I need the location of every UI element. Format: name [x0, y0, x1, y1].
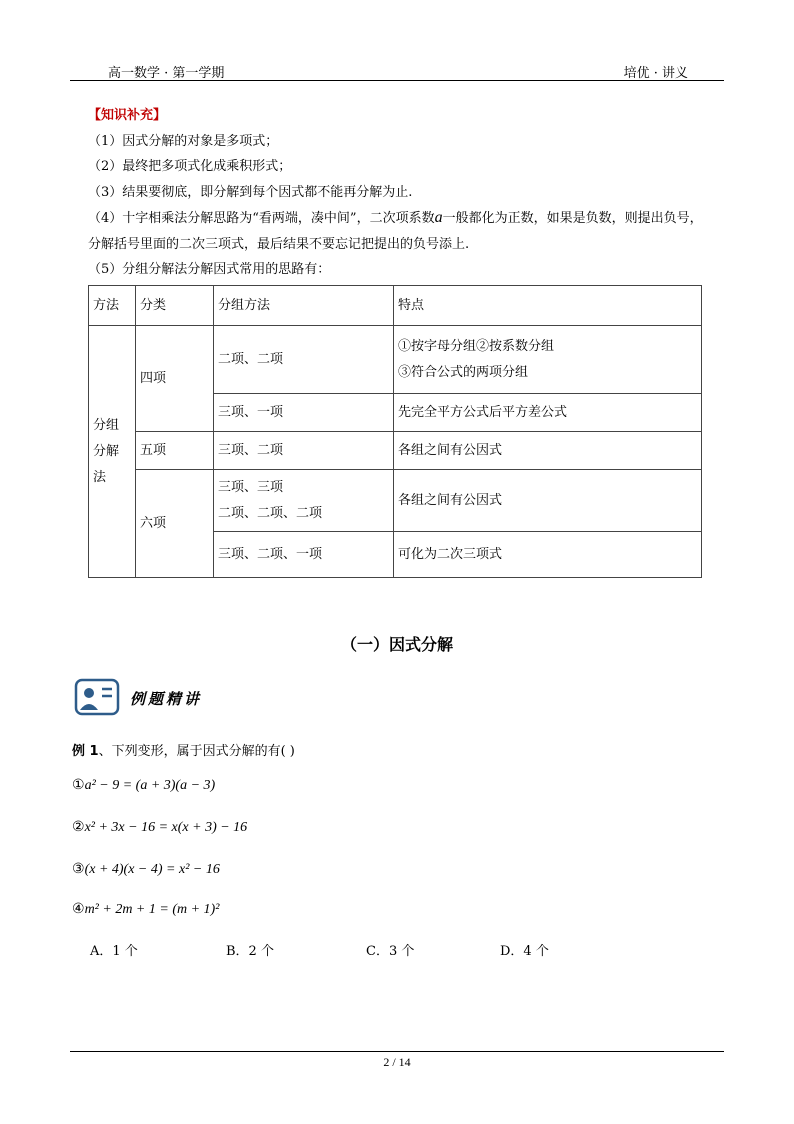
option-d[interactable]: D．4 个 [500, 944, 549, 959]
notes-tag: 【知识补充】 [88, 108, 167, 123]
option-c[interactable]: C．3 个 [366, 944, 415, 959]
banner-title: 例题精讲 [130, 690, 203, 708]
header-divider [70, 80, 724, 81]
grouping-r4 [214, 470, 394, 532]
header-method: 方法 [89, 286, 136, 326]
grouping-methods-table [88, 285, 702, 578]
item-1-expr: a² − 9 = (a + 3)(a − 3) [84, 778, 216, 793]
page-number: 2 / 14 [383, 1055, 411, 1069]
option-b[interactable]: B．2 个 [226, 944, 274, 959]
grouping-r2: 三项、一项 [214, 394, 394, 432]
grouping-r5: 三项、二项、一项 [214, 532, 394, 578]
item-2 [72, 819, 247, 836]
item-2-num: ② [72, 820, 85, 835]
example-question-text: 、下列变形，属于因式分解的有( ) [98, 744, 295, 759]
item-3 [72, 861, 220, 878]
header-grouping: 分组方法 [214, 286, 394, 326]
footer-divider [70, 1051, 724, 1052]
category-four: 四项 [136, 326, 214, 432]
item-4-expr: m² + 2m + 1 = (m + 1)² [84, 902, 220, 917]
category-five: 五项 [136, 432, 214, 470]
note-2: （2）最终把多项式化成乘积形式； [88, 159, 292, 174]
category-six: 六项 [136, 470, 214, 578]
item-1 [72, 777, 215, 794]
feature-r1-line2: ③符合公式的两项分组 [398, 364, 529, 380]
example-label: 例 1 [72, 744, 99, 759]
option-a[interactable]: A．1 个 [90, 944, 138, 959]
grouping-r3: 三项、二项 [214, 432, 394, 470]
feature-r1-line1: ①按字母分组②按系数分组 [398, 338, 555, 354]
example-question [72, 740, 712, 759]
note-1: （1）因式分解的对象是多项式； [88, 133, 279, 149]
knowledge-notes [88, 103, 710, 283]
note-4-var: a [434, 209, 443, 226]
feature-r5: 可化为二次三项式 [394, 532, 702, 578]
teacher-icon [72, 676, 122, 718]
header-feature: 特点 [394, 286, 702, 326]
feature-r4: 各组之间有公因式 [394, 470, 702, 532]
note-4-part2: 一般都化为正数，如果是负数，则提出负号，分解括号里面的二次三项式，最后结果不要忘记把提出的负号添上. [88, 211, 703, 252]
item-2-expr: x² + 3x − 16 = x(x + 3) − 16 [84, 820, 248, 835]
grouping-r1: 二项、二项 [214, 326, 394, 394]
note-3: （3）结果要彻底，即分解到每个因式都不能再分解为止. [88, 184, 413, 200]
item-3-expr: (x + 4)(x − 4) = x² − 16 [84, 862, 220, 877]
note-5: （5）分组分解法分解因式常用的思路有： [88, 262, 331, 277]
section-title: （一）因式分解 [340, 635, 453, 654]
method-cell: 分组分解法 [89, 326, 136, 578]
note-4-part1: （4）十字相乘法分解思路为“看两端，凑中间”，二次项系数 [88, 211, 435, 226]
feature-r2: 先完全平方公式后平方差公式 [394, 394, 702, 432]
item-3-num: ③ [72, 862, 85, 877]
item-4 [72, 901, 219, 918]
feature-r3: 各组之间有公因式 [394, 432, 702, 470]
example-1 [72, 740, 712, 959]
item-1-num: ① [72, 778, 85, 793]
grouping-r4-line1: 三项、三项 [218, 479, 284, 495]
note-4 [88, 205, 710, 257]
feature-r1 [394, 326, 702, 394]
item-4-num: ④ [72, 902, 85, 917]
header-left: 高一数学 · 第一学期 [108, 66, 225, 81]
example-banner [72, 676, 272, 720]
header-right: 培优 · 讲义 [623, 66, 688, 81]
grouping-r4-line2: 二项、二项、二项 [218, 505, 323, 521]
header-category: 分类 [136, 286, 214, 326]
